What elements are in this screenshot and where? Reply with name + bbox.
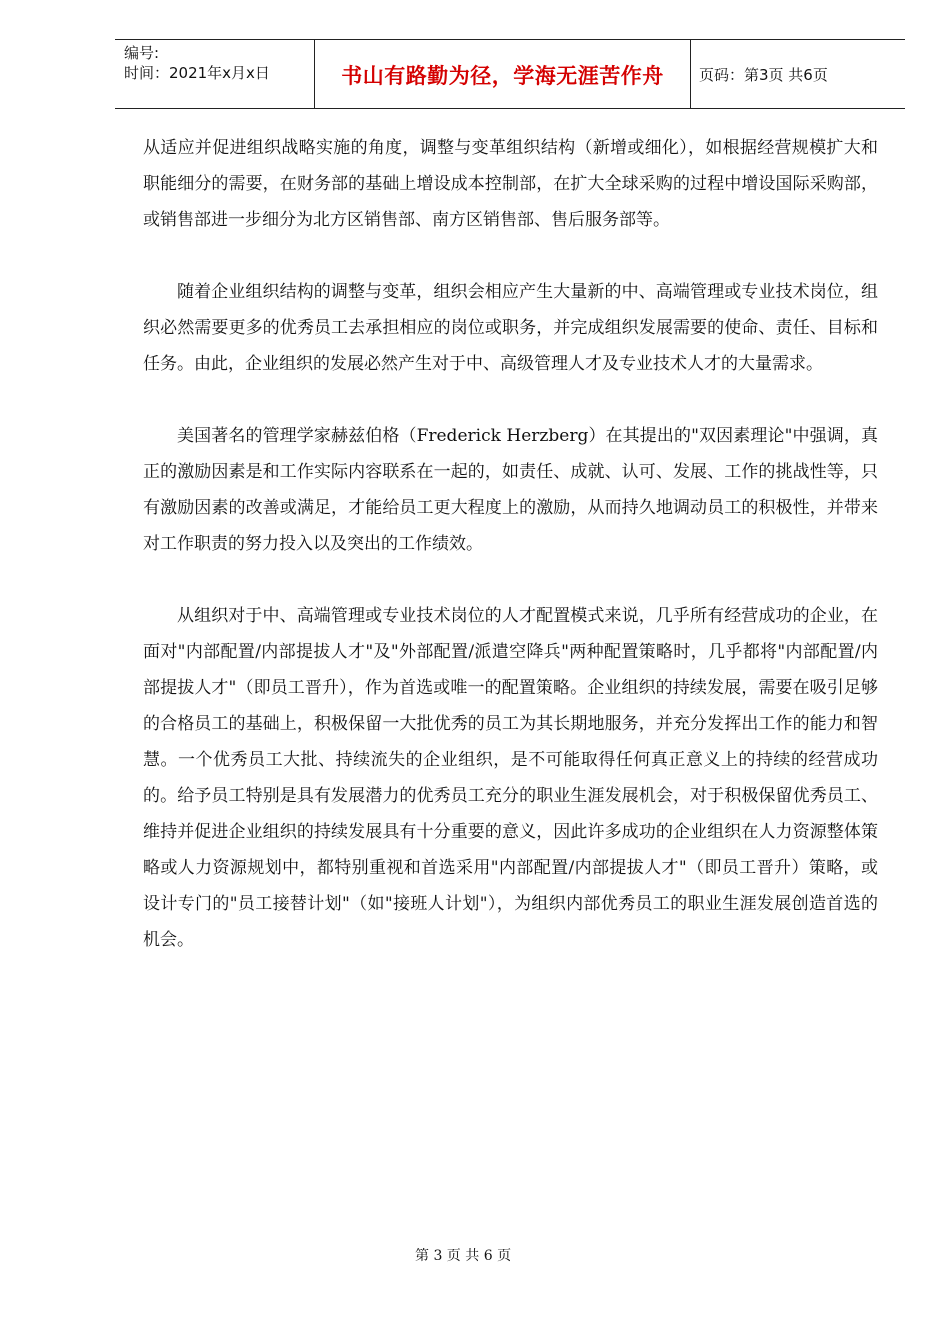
paragraph-4: 从组织对于中、高端管理或专业技术岗位的人才配置模式来说，几乎所有经营成功的企业，在面对"内部配置/内部提拔人才"及"外部配置/派遣空降兵"两种配置策略时，几乎都将"内部配置/内部提拔人才"（即员工晋升），作为首选或唯一的配置策略。企业组织的持续发展，需要在吸引足够的合格员工的基础上，积极保留一大批优秀的员工为其长期地服务，并充分发挥出工作的能力和智慧。一个优秀员工大批、持续流失的企业组织，是不可能取得任何真正意义上的持续的经营成功的。给予员工特别是具有发展潜力的优秀员工充分的职业生涯发展机会，对于积极保留优秀员工、维持并促进企业组织的持续发展具有十分重要的意义，因此许多成功的企业组织在人力资源整体策略或人力资源规划中，都特别重视和首选采用"内部配置/内部提拔人才"（即员工晋升）策略，或设计专门的"员工接替计划"（如"接班人计划"），为组织内部优秀员工的职业生涯发展创造首选的机会。 bbox=[143, 606, 878, 950]
serial-label: 编号: bbox=[124, 44, 160, 62]
paragraph-1: 从适应并促进组织战略实施的角度，调整与变革组织结构（新增或细化），如根据经营规模扩大和职能细分的需要，在财务部的基础上增设成本控制部，在扩大全球采购的过程中增设国际采购部，或销售部进一步细分为北方区销售部、南方区销售部、售后服务部等。 bbox=[143, 138, 878, 230]
paragraph-2: 随着企业组织结构的调整与变革，组织会相应产生大量新的中、高端管理或专业技术岗位，组织必然需要更多的优秀员工去承担相应的岗位或职务，并完成组织发展需要的使命、责任、目标和任务。由此，企业组织的发展必然产生对于中、高级管理人才及专业技术人才的大量需求。 bbox=[143, 282, 878, 374]
header-meta bbox=[115, 40, 315, 108]
document-body bbox=[143, 130, 878, 994]
header-motto: 书山有路勤为径，学海无涯苦作舟 bbox=[315, 40, 691, 108]
time-label: 时间：2021年x月x日 bbox=[124, 64, 270, 82]
header-page-info: 页码：第3页 共6页 bbox=[699, 65, 828, 84]
page-footer: 第 3 页 共 6 页 bbox=[415, 1248, 512, 1264]
paragraph-3: 美国著名的管理学家赫兹伯格（Frederick Herzberg）在其提出的"双因素理论"中强调，真正的激励因素是和工作实际内容联系在一起的，如责任、成就、认可、发展、工作的挑战性等，只有激励因素的改善或满足，才能给员工更大程度上的激励，从而持久地调动员工的积极性，并带来对工作职责的努力投入以及突出的工作绩效。 bbox=[143, 426, 878, 554]
page-header bbox=[115, 39, 905, 109]
